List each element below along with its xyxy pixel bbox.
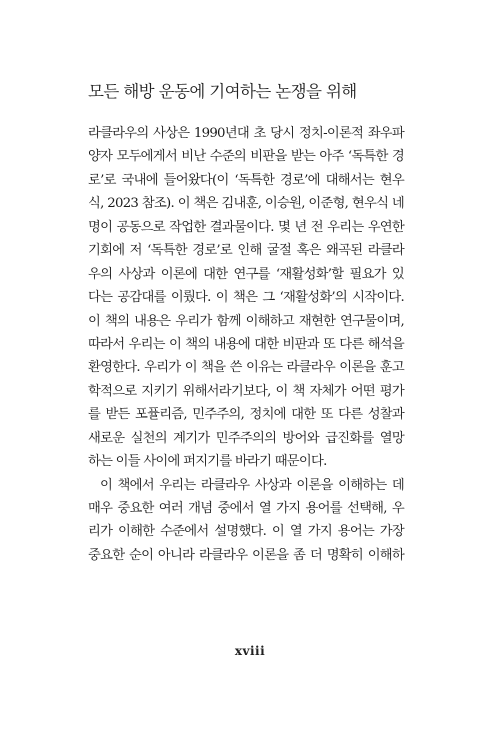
text-line: 우의 사상과 이론에 대한 연구를 ‘재활성화’할 필요가 있 [88, 266, 404, 282]
text-line: 이 책의 내용은 우리가 함께 이해하고 재현한 연구물이며, [88, 313, 404, 329]
text-line: 매우 중요한 여러 개념 중에서 열 가지 용어를 선택해, 우 [88, 501, 404, 516]
page-number: xviii [234, 644, 266, 658]
text-line: 로’로 국내에 들어왔다(이 ‘독특한 경로’에 대해서는 현우 [88, 172, 404, 188]
text-line: 리가 이해한 수준에서 설명했다. 이 열 가지 용어는 가장 [88, 524, 404, 540]
text-line: 를 받든 포퓰리즘, 민주주의, 정치에 대한 또 다른 성찰과 [88, 407, 404, 423]
text-line: 라클라우의 사상은 1990년대 초 당시 정치-이론적 좌우파 [88, 126, 404, 141]
section-heading: 모든 해방 운동에 기여하는 논쟁을 위해 [88, 82, 357, 101]
text-line: 명이 공동으로 작업한 결과물이다. 몇 년 전 우리는 우연한 [88, 219, 404, 235]
text-line: 식, 2023 참조). 이 책은 김내훈, 이승원, 이준형, 현우식 네 [88, 196, 404, 212]
text-line: 기회에 저 ‘독특한 경로’로 인해 굴절 혹은 왜곡된 라클라 [88, 243, 404, 259]
paragraph-2 [88, 474, 404, 568]
text-line: 새로운 실천의 계기가 민주주의의 방어와 급진화를 열망 [88, 430, 404, 446]
body-text [88, 122, 404, 567]
text-line: 따라서 우리는 이 책의 내용에 대한 비판과 또 다른 해석을 [88, 336, 404, 352]
text-line: 양자 모두에게서 비난 수준의 비판을 받는 아주 ‘독특한 경 [88, 149, 404, 165]
text-line: 학적으로 지키기 위해서라기보다, 이 책 자체가 어떤 평가 [88, 383, 404, 399]
paragraph-1 [88, 122, 404, 474]
text-line: 이 책에서 우리는 라클라우 사상과 이론을 이해하는 데 [100, 477, 404, 493]
text-line: 환영한다. 우리가 이 책을 쓴 이유는 라클라우 이론을 훈고 [88, 360, 404, 376]
text-line: 중요한 순이 아니라 라클라우 이론을 좀 더 명확히 이해하 [88, 547, 404, 563]
text-line: 하는 이들 사이에 퍼지기를 바라기 때문이다. [88, 454, 327, 470]
text-line: 다는 공감대를 이뤘다. 이 책은 그 ‘재활성화’의 시작이다. [88, 290, 404, 306]
